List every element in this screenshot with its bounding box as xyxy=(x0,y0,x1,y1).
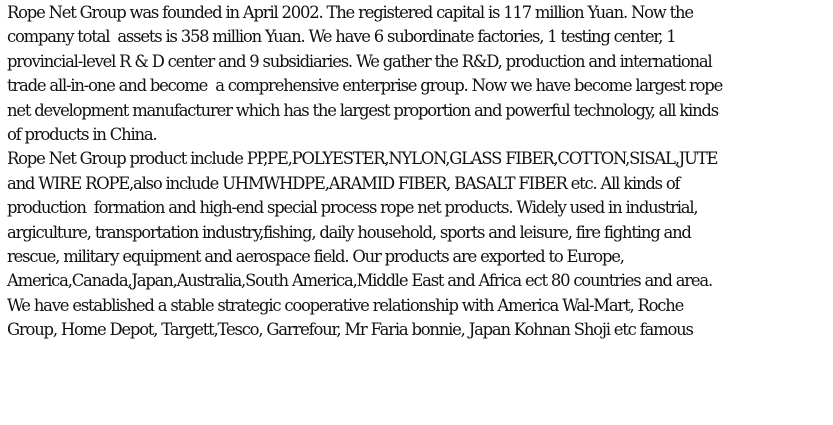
text-line: company total assets is 358 million Yuan. We have 6 subordinate factories, 1 testing center, 1 xyxy=(7,27,676,47)
text-line: Group, Home Depot, Targett,Tesco, Garrefour, Mr Faria bonnie, Japan Kohnan Shoji etc famous xyxy=(7,320,693,340)
paragraph-company-intro xyxy=(7,1,833,147)
text-line: and WIRE ROPE,also include UHMWHDPE,ARAMID FIBER, BASALT FIBER etc. All kinds of xyxy=(7,173,680,193)
text-line: rescue, military equipment and aerospace field. Our products are exported to Europe, xyxy=(7,246,624,266)
text-line: argiculture, transportation industry,fishing, daily household, sports and leisure, fire fighting and xyxy=(7,222,691,242)
text-line: America,Canada,Japan,Australia,South America,Middle East and Africa ect 80 countries and area. xyxy=(7,271,712,291)
text-line: net development manufacturer which has the largest proportion and powerful technology, all kinds xyxy=(7,100,718,120)
text-line: Rope Net Group was founded in April 2002. The registered capital is 117 million Yuan. Now the xyxy=(7,3,693,22)
document-body xyxy=(7,1,833,342)
text-line: production formation and high-end special process rope net products. Widely used in industrial, xyxy=(7,198,698,218)
text-line: Rope Net Group product include PP,PE,POLYESTER,NYLON,GLASS FIBER,COTTON,SISAL,JUTE xyxy=(7,149,718,169)
text-line: trade all-in-one and become a comprehensive enterprise group. Now we have become largest rope xyxy=(7,76,723,96)
text-line: provincial-level R & D center and 9 subsidiaries. We gather the R&D, production and international xyxy=(7,51,712,71)
text-line: of products in China. xyxy=(7,124,157,144)
text-line: We have established a stable strategic cooperative relationship with America Wal-Mart, Roche xyxy=(7,295,684,315)
paragraph-products xyxy=(7,147,833,342)
